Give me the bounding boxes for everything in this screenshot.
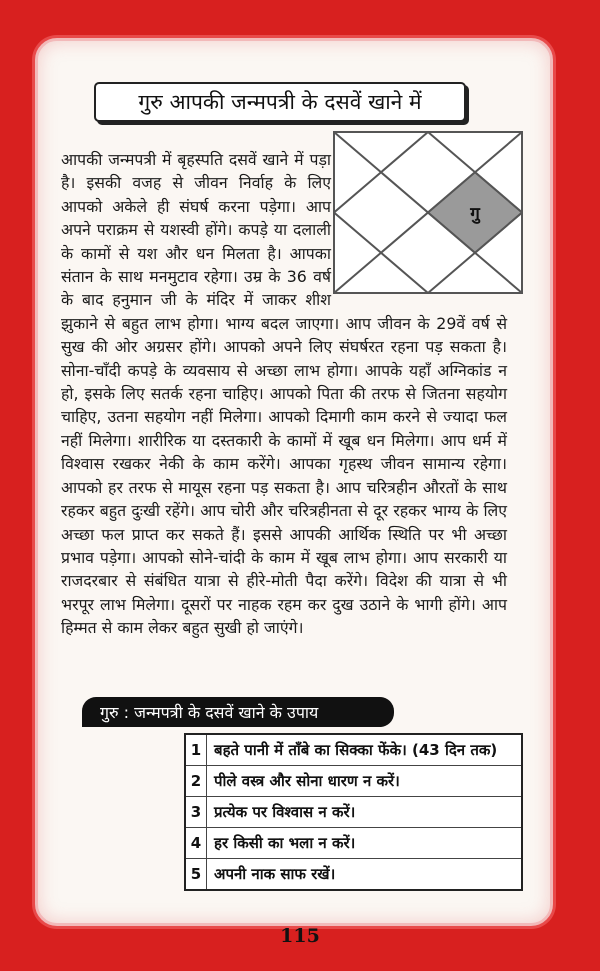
remedy-row <box>186 735 521 766</box>
remedies-heading-text: गुरु : जन्मपत्री के दसवें खाने के उपाय <box>100 703 319 722</box>
remedy-row <box>186 797 521 828</box>
remedy-row <box>186 859 521 889</box>
remedy-text: हर किसी का भला न करें। <box>214 834 356 852</box>
remedy-number: 1 <box>186 735 207 765</box>
remedy-row <box>186 828 521 859</box>
remedy-text: अपनी नाक साफ रखें। <box>214 865 336 883</box>
remedy-number: 3 <box>186 797 207 827</box>
remedy-number: 2 <box>186 766 207 796</box>
page-number: 115 <box>280 925 320 947</box>
body-paragraph: आपकी जन्मपत्री में बृहस्पति दसवें खाने में पड़ा है। इसकी वजह से जीवन निर्वाह के लिए आपको अकेले ही संघर्ष करना पड़ेगा। आप अपने पराक्रम से यशस्वी होंगे। कपड़े या दलाली के कामों से यश और धन मिलता है। आपका संतान के साथ मनमुटाव रहेगा। उम्र के 36 वर्ष के बाद हनुमान जी के मंदिर में जाकर शीश झुकाने से बहुत लाभ होगा। भाग्य बदल जाएगा। आप जीवन के 29वें वर्ष से सुख की ओर अग्रसर होंगे। आपको अपने लिए संघर्षरत रहना पड़ सकता है। सोना-चाँदी कपड़े के व्यवसाय से अच्छा लाभ होगा। आपके यहाँ अग्निकांड न हो, इसके लिए सतर्क रहना चाहिए। आपको पिता की तरफ से जितना सहयोग चाहिए, उतना सहयोग नहीं मिलेगा। आपको दिमागी काम करने से ज्यादा फल नहीं मिलेगा। शारीरिक या दस्तकारी के कामों में खूब धन मिलेगा। आप धर्म में विश्वास रखकर नेकी के काम करेंगे। आपका गृहस्थ जीवन सामान्य रहेगा। आपको हर तरफ से मायूस रहना पड़ सकता है। आप चरित्रहीन औरतों के साथ रहकर बहुत दुःखी रहेंगे। आप चोरी और चरित्रहीनता से दूर रहकर भाग्य के लिए अच्छा फल प्राप्त कर सकते हैं। इससे आपकी आर्थिक स्थिति पर भी अच्छा प्रभाव पड़ेगा। आपको सोने-चांदी के काम में खूब लाभ होगा। आप सरकारी या राजदरबार से संबंधित यात्रा से हीरे-मोती पैदा करेंगे। विदेश की यात्रा से भी भरपूर लाभ मिलेगा। दूसरों पर नाहक रहम कर दुख उठाने के भागी होंगे। आप हिम्मत से काम लेकर बहुत सुखी हो जाएंगे। <box>61 150 507 638</box>
chart-float-spacer <box>331 148 507 289</box>
page-heading <box>94 82 466 122</box>
remedies-table <box>184 733 523 891</box>
remedy-text: पीले वस्त्र और सोना धारण न करें। <box>214 772 400 790</box>
remedies-heading <box>82 697 394 727</box>
remedy-number: 5 <box>186 859 207 889</box>
remedy-row <box>186 766 521 797</box>
chart-planet-label: गु <box>470 204 480 224</box>
page-heading-text: गुरु आपकी जन्मपत्री के दसवें खाने में <box>138 90 422 114</box>
remedy-text: प्रत्येक पर विश्वास न करें। <box>214 803 356 821</box>
remedy-number: 4 <box>186 828 207 858</box>
body-paragraph-container <box>61 148 507 640</box>
remedy-text: बहते पानी में ताँबे का सिक्का फेंके। (43 दिन तक) <box>214 741 498 759</box>
